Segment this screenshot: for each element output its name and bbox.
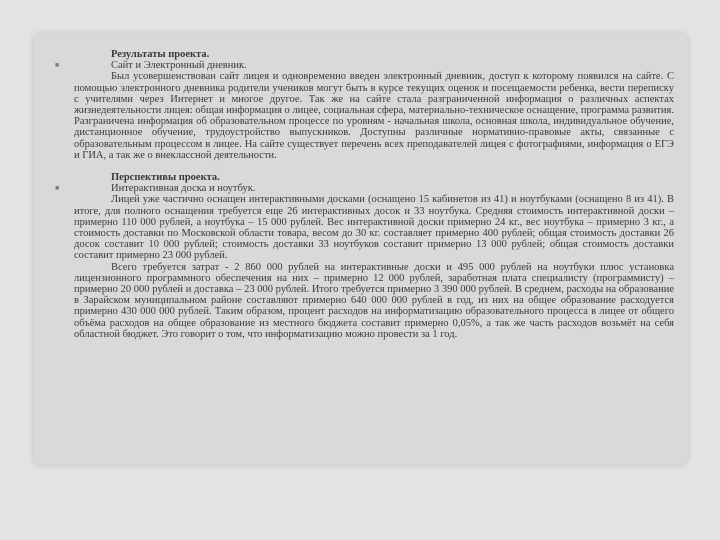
section2-bullet-text: Интерактивная доска и ноутбук.: [111, 183, 256, 195]
bullet-icon: ■: [55, 61, 60, 70]
section2-paragraph-2: Всего требуется затрат - 2 860 000 рублей на интерактивные доски и 495 000 рублей на ноутбуки плюс установка лицензионного программного обеспечения на них – примерно 12 000 рублей, заработная плата специалисту (программисту) – примерно 20 000 рублей и доставка – 23 000 рублей. Итого требуется примерно 3 390 000 рублей. В среднем, расходы на образование в Зарайском муниципальном районе составляют примерно 640 000 000 рублей в год, из них на общее образование расходуется примерно 430 000 000 рублей. Таким образом, процент расходов на информатизацию образовательного процесса в лицее от общего объёма расходов на общее образование из местного бюджета составит примерно 0,05%, а так же часть расходов возьмёт на себя областной бюджет. Это говорит о том, что информатизацию можно провести за 1 год.: [74, 261, 674, 340]
section1-paragraph: Был усовершенствован сайт лицея и одновременно введен электронный дневник, доступ к которому появился на сайте. С помощью электронного дневника родители учеников могут быть в курсе текущих оценок и посещаемости ребенка, вести переписку с учителями через Интернет и многое другое. Так же на сайте стала разграниченной информация о различных аспектах жизнедеятельности лицея: общая информация о лицее, социальная сфера, материально-техническое оснащение, программа развития. Разграничена информация об образовательном процессе по уровням - начальная школа, основная школа, индивидуальное обучение, дистанционное обучение, трудоустройство выпускников. Доступны различные нормативно-правовые акты, связанные с образовательным процессом в лицее. На сайте существует перечень всех преподавателей лицея с фотографиями, информация о ЕГЭ и ГИА, а так же о внеклассной деятельности.: [74, 71, 674, 161]
section1-bullet-row: [55, 60, 674, 72]
section2-heading: Перспективы проекта.: [111, 172, 220, 184]
section1-heading: Результаты проекта.: [111, 49, 210, 60]
section2-paragraph-1: Лицей уже частично оснащен интерактивными досками (оснащено 15 кабинетов из 41) и ноутбуками (оснащено 8 из 41). В итоге, для полного оснащения требуется еще 26 интерактивных досок и 33 ноутбука. Средняя стоимость интерактивной доски – примерно 110 000 рублей, а ноутбука – 15 000 рублей. Вес интерактивной доски примерно 24 кг., вес ноутбука – примерно 3 кг., а стоимость доставки по Московской области товара, весом до 30 кг. составляет примерно 400 рублей; общая стоимость доставки 26 досок составит 10 000 рублей; стоимость доставки 33 ноутбуков составит примерно 13 000 рублей; общая стоимость доставки составит примерно 23 000 рублей.: [74, 194, 674, 262]
section1-bullet-text: Сайт и Электронный дневник.: [111, 60, 247, 72]
section-gap: [74, 161, 674, 172]
section2-bullet-row: [55, 183, 674, 195]
bullet-icon: ■: [55, 184, 60, 193]
slide-content: [55, 49, 674, 340]
